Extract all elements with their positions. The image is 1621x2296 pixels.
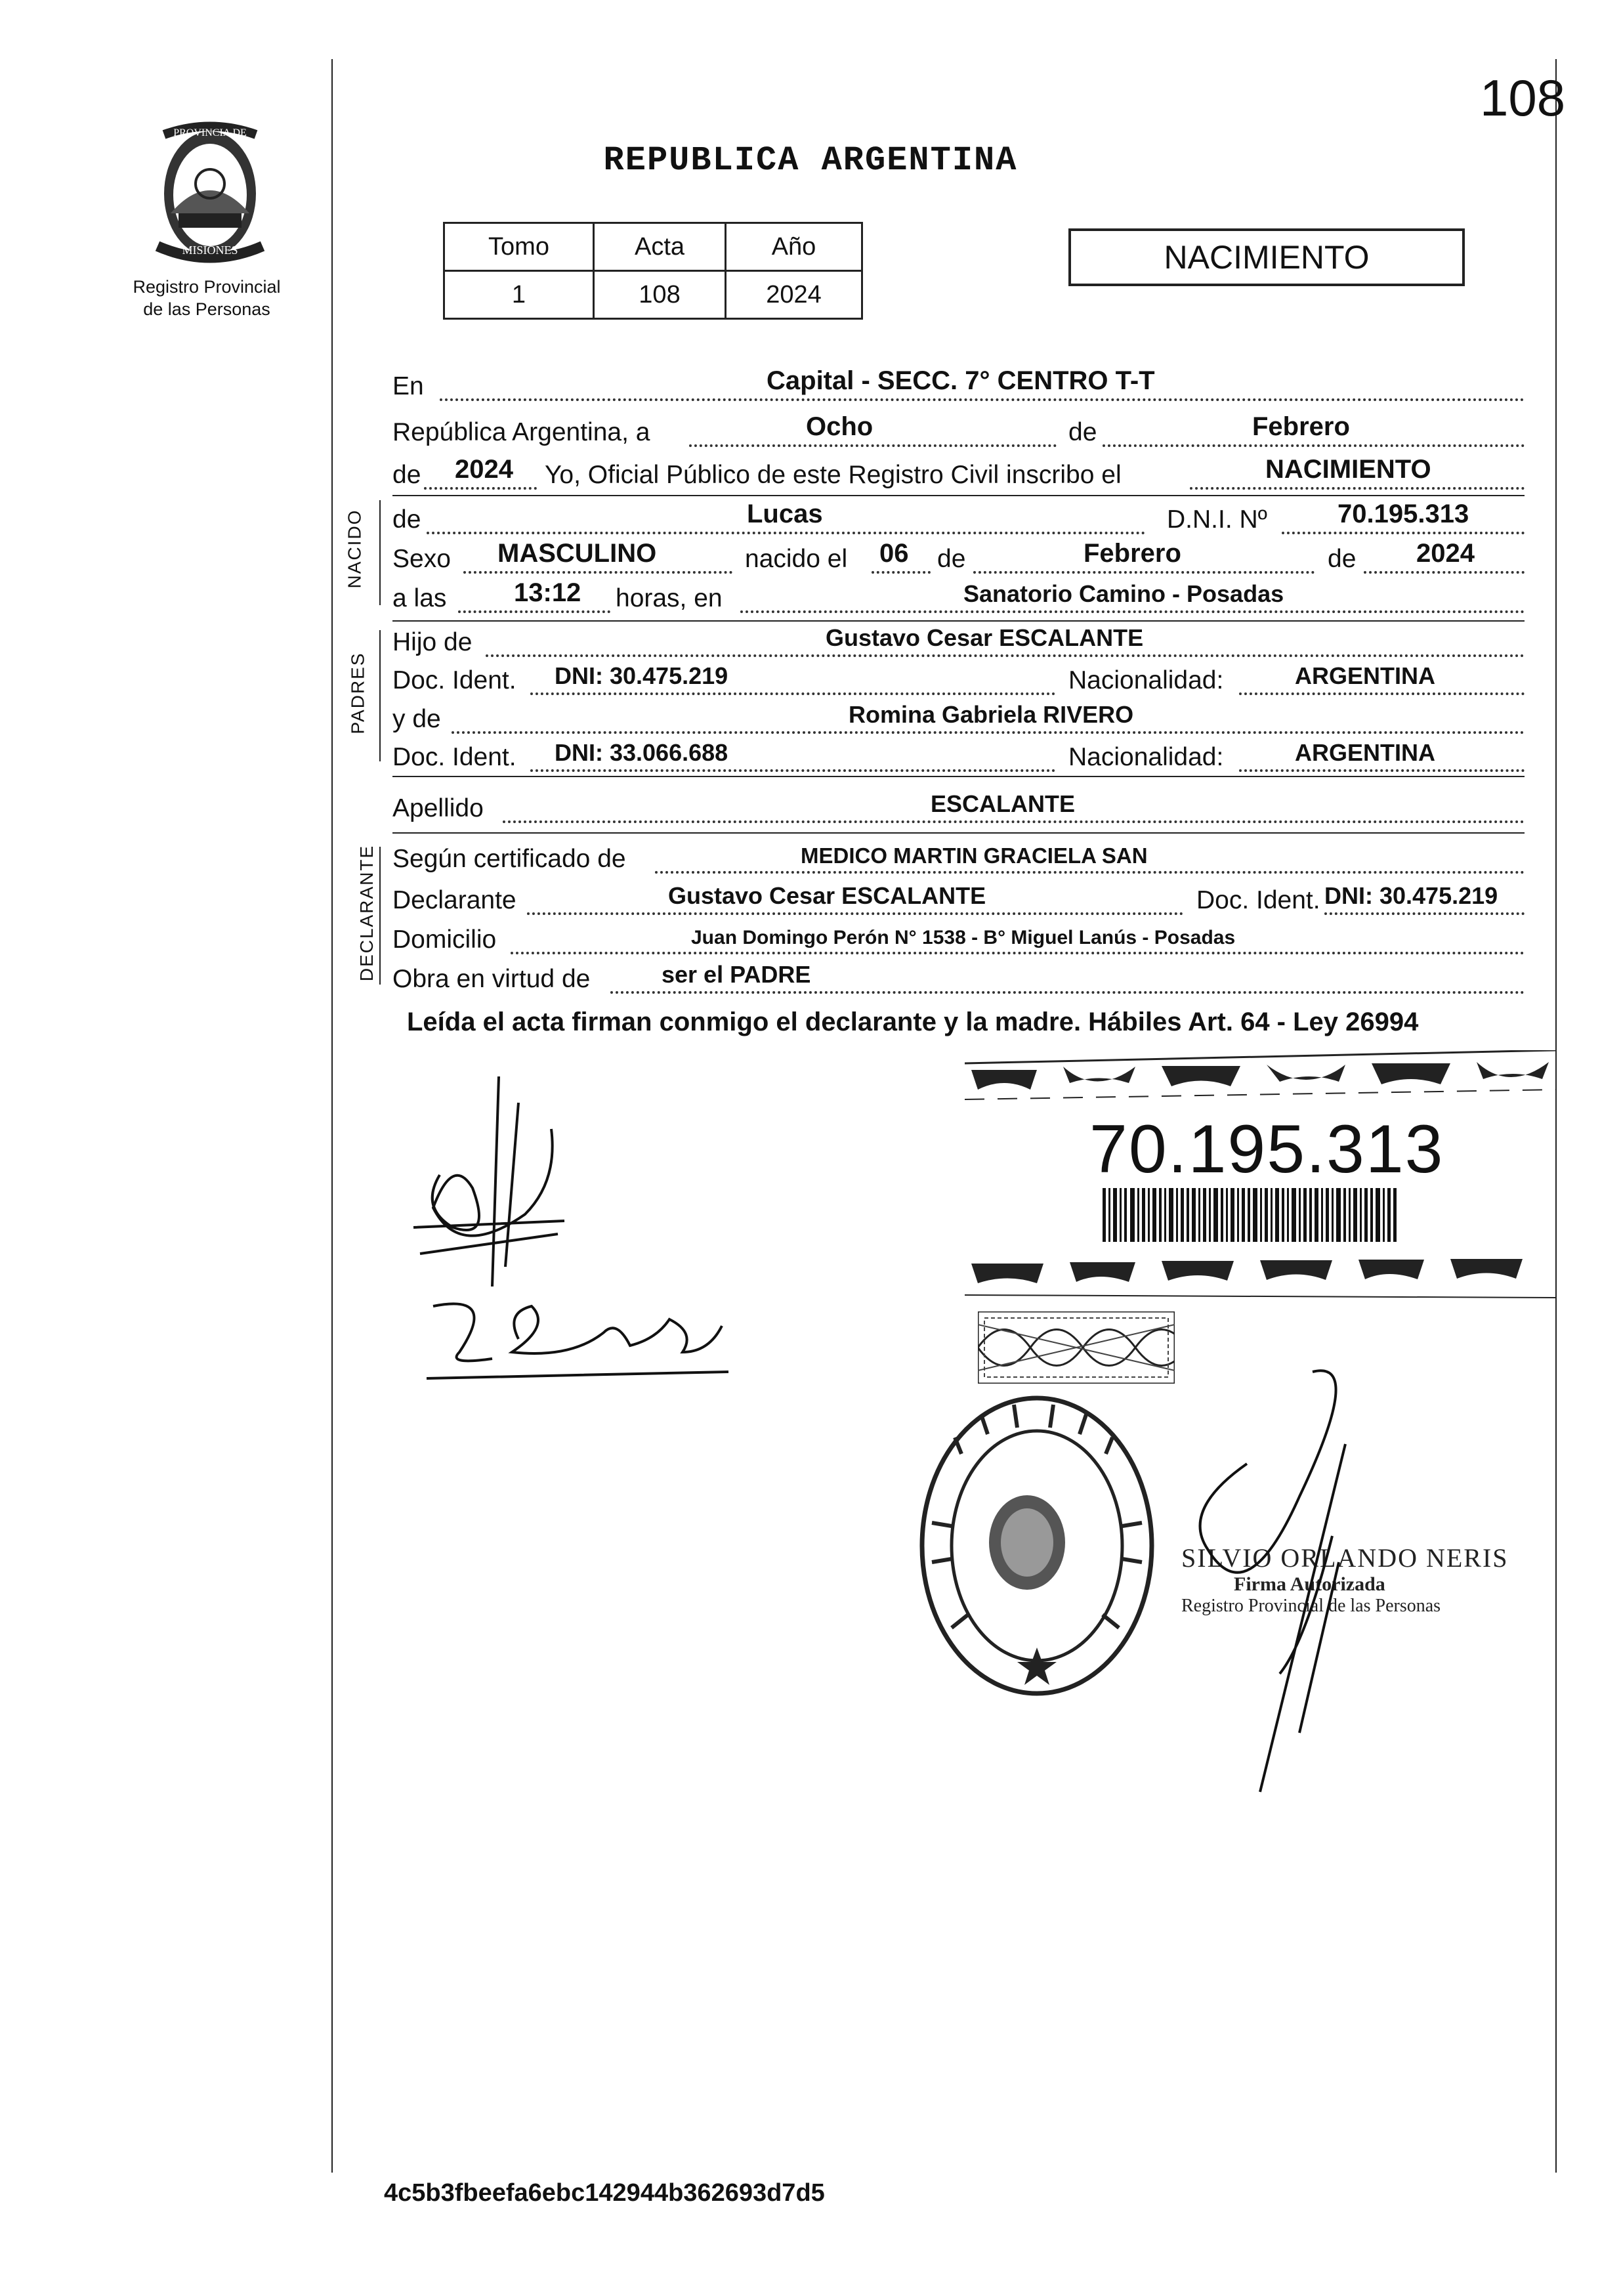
row-surname [392,786,1525,826]
anio-value: 2024 [726,271,862,319]
register-table [443,222,863,320]
side-label-declarante: DECLARANTE [356,844,377,982]
section-divider [392,776,1525,777]
official-signature [1168,1365,1378,1825]
father-nat-value: ARGENTINA [1295,662,1435,689]
registry-label [112,276,302,320]
mother-name-value: Romina Gabriela RIVERO [849,701,1134,728]
dotted-line [511,952,1525,954]
mother-signature-text [538,1303,676,1348]
mother-doc-label: Doc. Ident. [392,743,516,771]
official-round-seal [916,1392,1158,1700]
obra-label: Obra en virtud de [392,965,591,993]
dotted-line [424,487,537,490]
cert-label: Según certificado de [392,845,626,873]
side-label-nacido: NACIDO [344,509,365,589]
dotted-line [503,820,1525,823]
name-label: de [392,505,421,534]
row-inscription [392,453,1525,492]
row-mother [392,697,1525,736]
dotted-line [689,444,1057,447]
tomo-header: Tomo [444,223,594,271]
dotted-line [872,571,931,574]
father-doc-value: DNI: 30.475.219 [555,662,728,689]
official-org: Registro Provincial de las Personas [1181,1596,1441,1616]
birth-year-value: 2024 [1416,539,1475,568]
birth-de1-label: de [937,545,966,573]
row-mother-doc [392,735,1525,775]
acta-header: Acta [594,223,726,271]
dotted-line [452,731,1525,734]
mother-nat-value: ARGENTINA [1295,739,1435,766]
country-title: REPUBLICA ARGENTINA [603,141,1018,180]
father-nat-label: Nacionalidad: [1068,666,1224,694]
dni-label: D.N.I. Nº [1167,505,1267,534]
dotted-line [1190,487,1525,490]
anio-header: Año [726,223,862,271]
section-bracket-padres [379,630,381,761]
official-name: SILVIO ORLANDO NERIS [1181,1543,1509,1573]
logo-text-bottom: MISIONES [182,244,238,257]
child-dni-value: 70.195.313 [1337,500,1469,528]
section-divider [392,832,1525,834]
declarante-value: Gustavo Cesar ESCALANTE [668,882,986,909]
father-doc-label: Doc. Ident. [392,666,516,694]
inscribo-value: NACIMIENTO [1265,455,1431,484]
security-strip-top [965,1050,1555,1103]
dotted-line [530,692,1055,695]
birth-day-value: 06 [879,539,909,568]
dotted-line [655,871,1525,874]
domicilio-value: Juan Domingo Perón N° 1538 - B° Miguel Lanús - Posadas [691,927,1236,948]
dotted-line [440,398,1525,401]
birth-de2-label: de [1328,545,1357,573]
child-name-value: Lucas [747,500,823,528]
acta-value: 108 [594,271,726,319]
security-strip-bottom [965,1257,1555,1303]
hijo-label: Hijo de [392,628,473,656]
act-type-box: NACIMIENTO [1068,228,1465,286]
register-header-row [444,223,862,271]
inscribo-text: Yo, Oficial Público de este Registro Civil inscribo el [545,461,1122,489]
yde-label: y de [392,705,441,733]
page-number: 108 [1480,69,1566,127]
apellido-label: Apellido [392,794,484,822]
month-value: Febrero [1252,412,1350,441]
nacido-label: nacido el [745,545,848,573]
dotted-line [1324,912,1525,915]
row-sex-birth [392,537,1525,576]
dotted-line [1282,532,1525,534]
registry-label-line1: Registro Provincial [133,277,281,297]
dotted-line [740,610,1525,613]
mother-nat-label: Nacionalidad: [1068,743,1224,771]
row-declarant [392,878,1525,918]
obra-value: ser el PADRE [662,961,811,988]
year-value: 2024 [455,455,513,484]
register-value-row [444,271,862,319]
sexo-label: Sexo [392,545,451,573]
section-divider [392,495,1525,496]
side-label-padres: PADRES [347,652,368,734]
closing-statement: Leída el acta firman conmigo el declarante y la madre. Hábiles Art. 64 - Ley 26994 [407,1008,1419,1036]
official-role: Firma Autorizada [1234,1573,1385,1595]
dotted-line [1364,571,1525,574]
dotted-line [463,571,732,574]
declarante-doc-value: DNI: 30.475.219 [1324,882,1498,909]
dotted-line [973,571,1315,574]
year-prefix-label: de [392,461,421,489]
father-name-value: Gustavo Cesar ESCALANTE [826,624,1144,651]
row-certificate [392,837,1525,876]
logo-text-top: PROVINCIA DE [173,127,247,138]
section-bracket-declarante [379,847,381,985]
barcode-number: 70.195.313 [1089,1111,1444,1187]
alas-label: a las [392,584,447,612]
mother-doc-value: DNI: 33.066.688 [555,739,728,766]
registry-label-line2: de las Personas [143,299,270,319]
section-bracket-nacido [379,500,381,605]
row-name [392,498,1525,537]
left-margin-rule [331,59,333,2173]
row-address [392,918,1525,957]
apellido-value: ESCALANTE [931,790,1076,817]
day-words-value: Ocho [806,412,874,441]
dotted-line [1239,692,1525,695]
row-father-doc [392,658,1525,698]
dotted-line [427,532,1145,534]
dotted-line [610,991,1525,994]
place-value: Capital - SECC. 7° CENTRO T-T [767,366,1155,395]
de-label: de [1068,418,1097,446]
row-place [392,364,1525,404]
document-hash: 4c5b3fbeefa6ebc142944b362693d7d5 [384,2179,825,2207]
row-date [392,410,1525,450]
security-pattern-block [978,1311,1175,1384]
dotted-line [458,610,610,613]
row-father [392,620,1525,660]
barcode [1103,1188,1398,1242]
birth-month-value: Febrero [1084,539,1181,568]
declarant-signature [394,1076,604,1293]
birth-place-value: Sanatorio Camino - Posadas [963,580,1284,607]
declarante-doc-label: Doc. Ident. [1196,886,1320,914]
right-margin-rule [1555,59,1557,2173]
row-time-place [392,576,1525,616]
republica-label: República Argentina, a [392,418,650,446]
dotted-line [530,769,1055,772]
tomo-value: 1 [444,271,594,319]
dotted-line [527,912,1183,915]
birth-time-value: 13:12 [514,578,581,607]
dotted-line [1239,769,1525,772]
domicilio-label: Domicilio [392,925,497,954]
en-label: En [392,372,424,400]
row-capacity [392,957,1525,996]
cert-value: MEDICO MARTIN GRACIELA SAN [801,843,1148,868]
sexo-value: MASCULINO [497,539,657,568]
declarante-label: Declarante [392,886,516,914]
horas-label: horas, en [616,584,723,612]
dotted-line [1103,444,1525,447]
dotted-line [486,654,1525,657]
